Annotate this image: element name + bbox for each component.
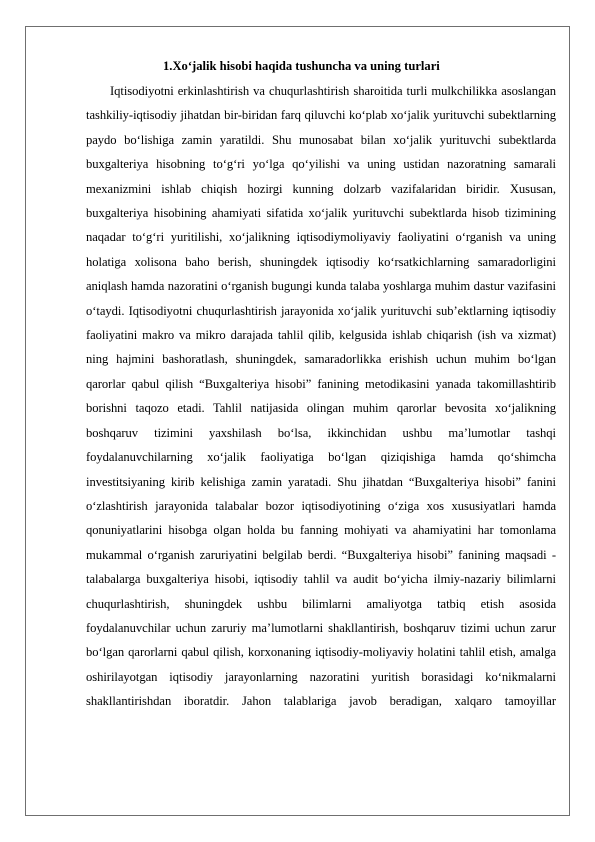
body-paragraph: Iqtisodiyotni erkinlashtirish va chuqurlashtirish sharoitida turli mulkchilikka asoslangan tashkiliy-iqtisodiy jihatdan bir-biridan farq qiluvchi ko‘plab xo‘jalik yurituvchi subektlarning paydo bo‘lishiga zamin yaratildi. Shu munosabat bilan xo‘jalik yurituvchi subektlarda buxgalteriya hisobning to‘g‘ri yo‘lga qo‘yilishi va uning ustidan nazoratning samarali mexanizmini ishlab chiqish hozirgi kunning dolzarb vazifalaridan biridir. Xususan, buxgalteriya hisobining ahamiyati sifatida xo‘jalik yurituvchi subektlarda hisob tizimining naqadar to‘g‘ri yuritilishi, xo‘jalikning iqtisodiymoliyaviy faoliyatini o‘rganish va uning holatiga xolisona baho berish, shuningdek iqtisodiy ko‘rsatkichlarning samaradorligini aniqlash hamda nazoratini o‘rganish bugungi kunda talaba yoshlarga muhim dastur vazifasini o‘taydi. Iqtisodiyotni chuqurlashtirish jarayonida xo‘jalik yurituvchi sub’ektlarning iqtisodiy faoliyatini makro va mikro darajada tahlil qilib, kelgusida ishlab chiqarish (ish va xizmat) ning hajmini bashoratlash, shuningdek, samaradorlikka erishish uchun muhim bo‘lgan qarorlar qabul qilish “Buxgalteriya hisobi” fanining metodikasini yanada takomillashtirib borishni taqozo etadi. Tahlil natijasida olingan muhim qarorlar bevosita xo‘jalikning boshqaruv tizimini yaxshilash bo‘lsa, ikkinchidan ushbu ma’lumotlar tashqi foydalanuvchilarning xo‘jalik faoliyatiga bo‘lgan qiziqishiga hamda qo‘shimcha investitsiyaning kirib kelishiga zamin yaratadi. Shu jihatdan “Buxgalteriya hisobi” fanini o‘zlashtirish jarayonida talabalar bozor iqtisodiyotining o‘ziga xos xususiyatlari hamda qonuniyatlarini hisobga olgan holda bu fanning mohiyati va ahamiyatini har tomonlama mukammal o‘rganish zaruriyatini belgilab berdi. “Buxgalteriya hisobi” fanining maqsadi - talabalarga buxgalteriya hisobi, iqtisodiy tahlil va audit bo‘yicha ilmiy-nazariy bilimlarni chuqurlashtirish, shuningdek ushbu bilimlarni amaliyotga tatbiq etish asosida foydalanuvchilar uchun zaruriy ma’lumotlarni shakllantirish, boshqaruv tizimi uchun zarur bo‘lgan qarorlarni qabul qilish, korxonaning iqtisodiy-moliyaviy holatini tahlil etish, amalga oshirilayotgan iqtisodiy jarayonlarning nazoratini yuritish borasidagi ko‘nikmalarni shakllantirishdan iboratdir. Jahon talablariga javob beradigan, xalqaro tamoyillar (86, 84, 556, 709)
section-title: 1.Xo‘jalik hisobi haqida tushuncha va uning turlari (163, 59, 440, 73)
document-body (86, 56, 556, 714)
